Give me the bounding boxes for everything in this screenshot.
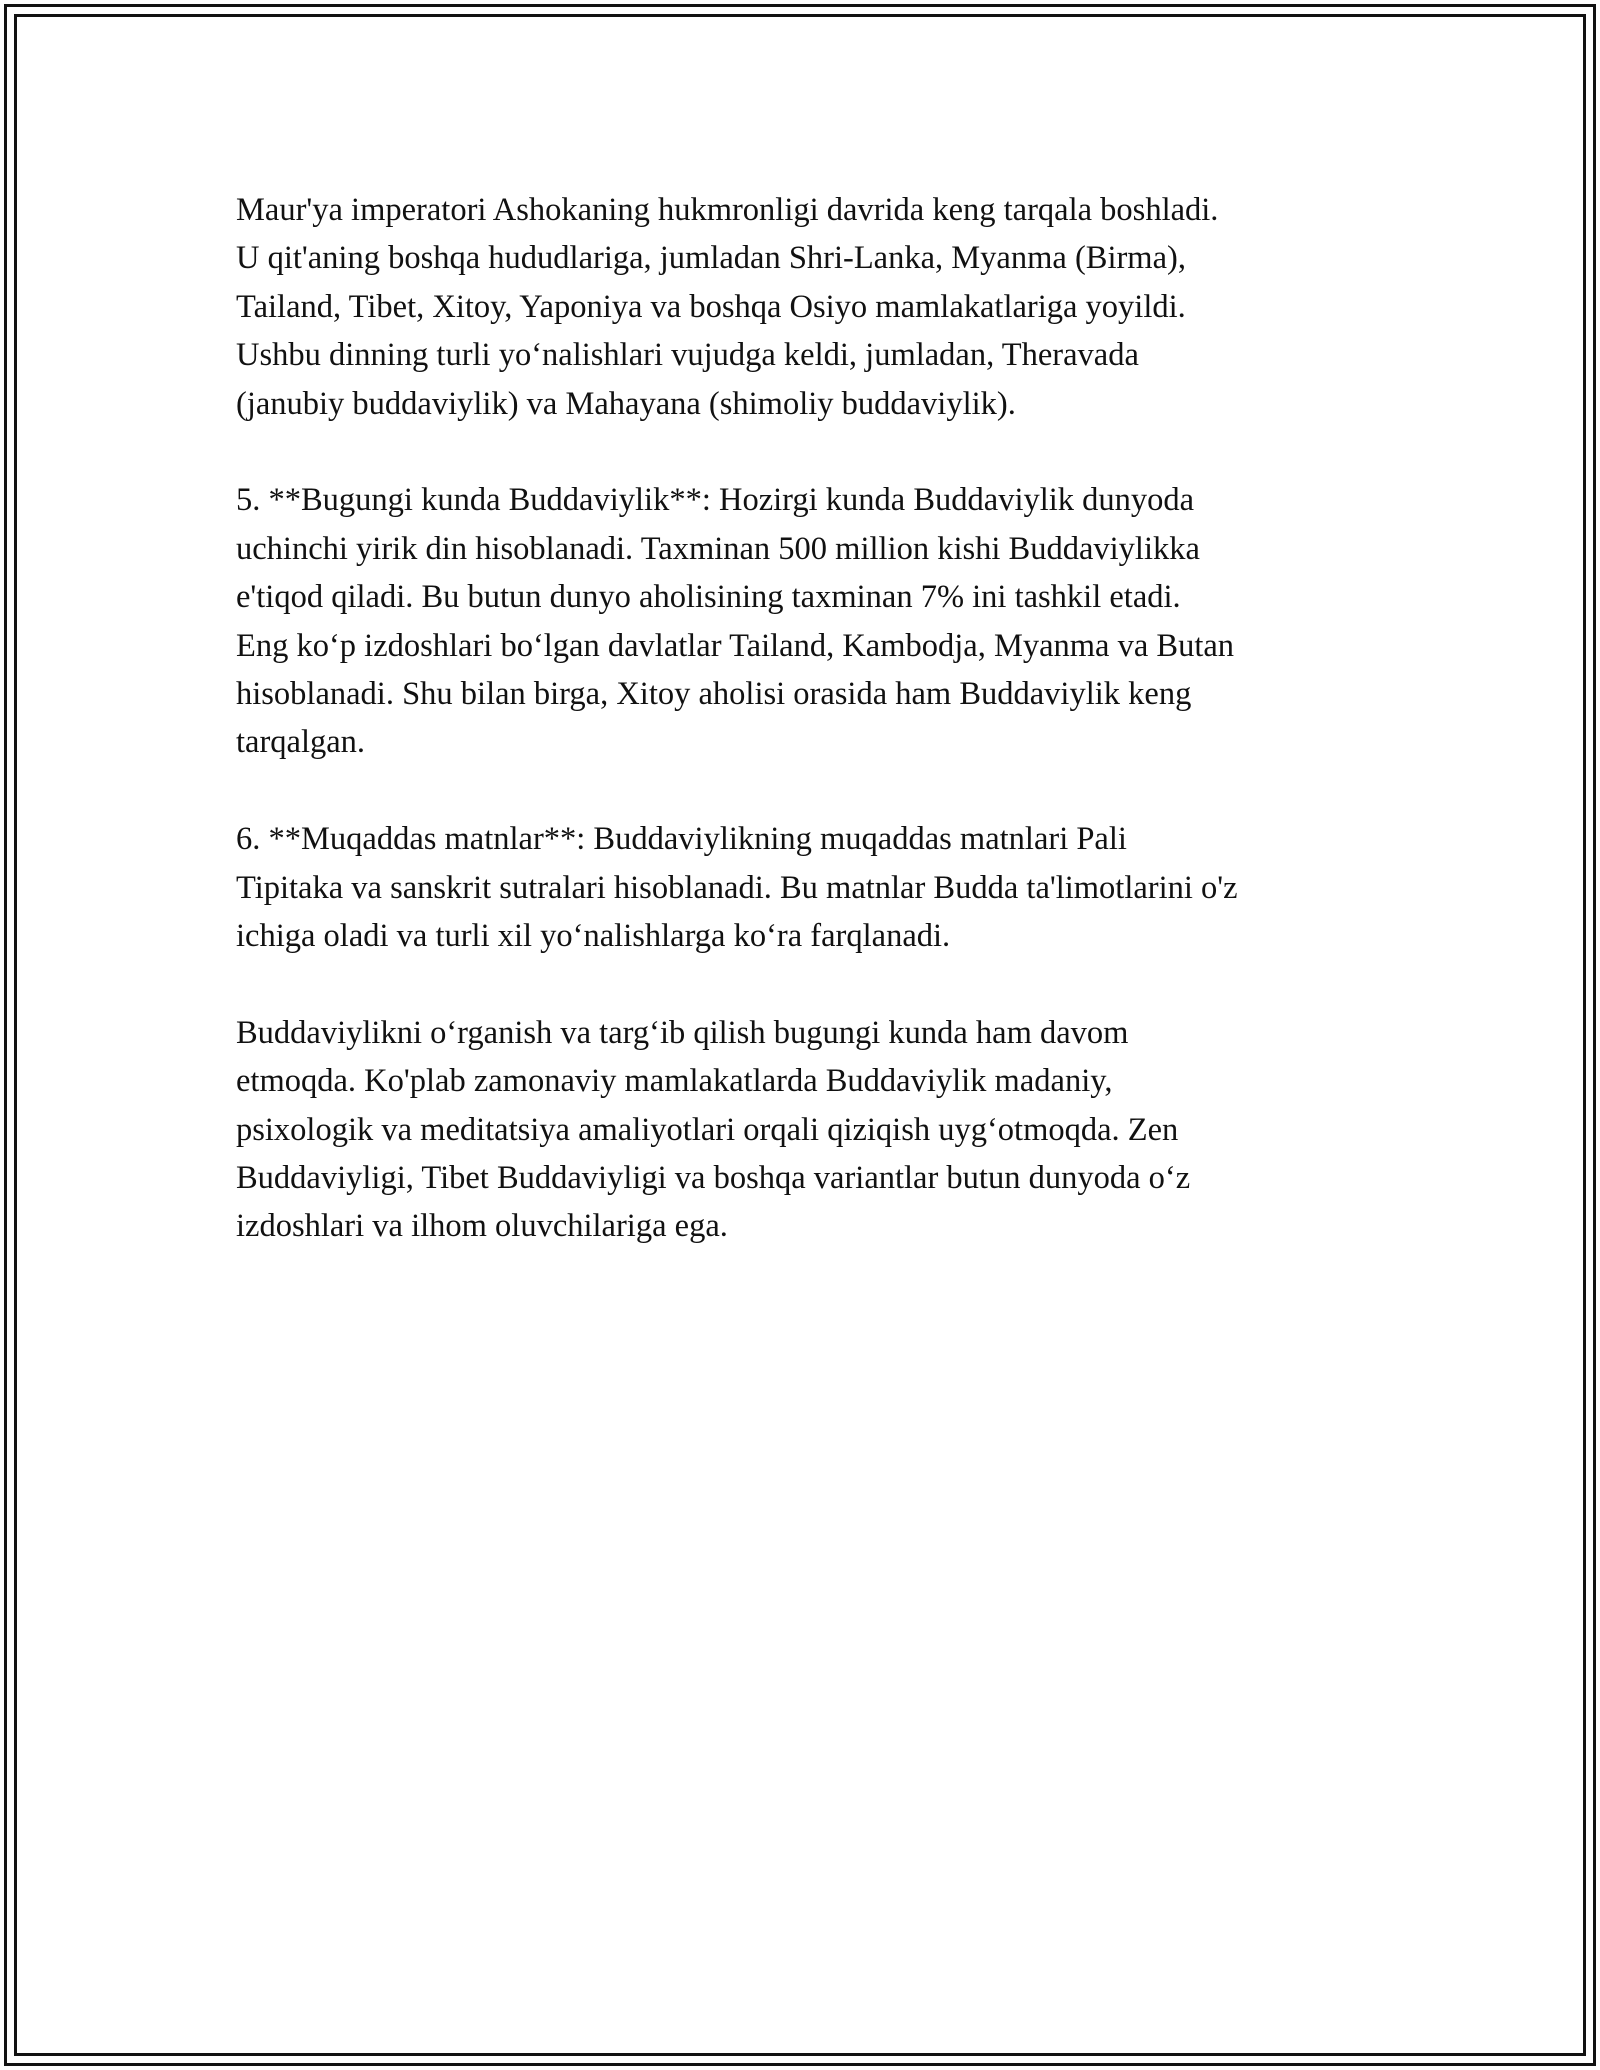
paragraph-sacred-texts [236, 815, 1386, 960]
text-line: hisoblanadi. Shu bilan birga, Xitoy aholisi orasida ham Buddaviylik keng [236, 676, 1192, 713]
text-line: Buddaviyligi, Tibet Buddaviyligi va boshqa variantlar butun dunyoda o‘z [236, 1160, 1191, 1197]
text-line: e'tiqod qiladi. Bu butun dunyo aholisining taxminan 7% ini tashkil etadi. [236, 579, 1181, 616]
text-line: etmoqda. Ko'plab zamonaviy mamlakatlarda Buddaviylik madaniy, [236, 1063, 1113, 1100]
text-line: ichiga oladi va turli xil yo‘nalishlarga ko‘ra farqlanadi. [236, 918, 951, 955]
text-line: Maur'ya imperatori Ashokaning hukmronligi davrida keng tarqala boshladi. [236, 192, 1219, 228]
text-line: U qit'aning boshqa hududlariga, jumladan Shri-Lanka, Myanma (Birma), [236, 240, 1186, 277]
text-line: Ushbu dinning turli yo‘nalishlari vujudga keldi, jumladan, Theravada [236, 337, 1139, 374]
text-line: izdoshlari va ilhom oluvchilariga ega. [236, 1208, 728, 1245]
paragraph-spread-of-buddhism [236, 186, 1386, 428]
paragraph-buddhism-today [236, 476, 1386, 766]
text-line: (janubiy buddaviylik) va Mahayana (shimoliy buddaviylik). [236, 385, 1016, 422]
text-line: 5. **Bugungi kunda Buddaviylik**: Hozirgi kunda Buddaviylik dunyoda [236, 482, 1195, 519]
text-line: Buddaviylikni o‘rganish va targ‘ib qilish bugungi kunda ham davom [236, 1014, 1129, 1051]
text-line: Tipitaka va sanskrit sutralari hisoblanadi. Bu matnlar Budda ta'limotlarini o'z [236, 869, 1238, 906]
paragraph-conclusion [236, 1009, 1386, 1251]
text-line: Tailand, Tibet, Xitoy, Yaponiya va boshqa Osiyo mamlakatlariga yoyildi. [236, 288, 1186, 325]
text-line: uchinchi yirik din hisoblanadi. Taxminan 500 million kishi Buddaviylikka [236, 530, 1200, 567]
text-line: tarqalgan. [236, 724, 366, 761]
document-body [236, 186, 1386, 1251]
text-line: psixologik va meditatsiya amaliyotlari orqali qiziqish uyg‘otmoqda. Zen [236, 1111, 1179, 1148]
text-line: Eng ko‘p izdoshlari bo‘lgan davlatlar Tailand, Kambodja, Myanma va Butan [236, 627, 1235, 664]
text-line: 6. **Muqaddas matnlar**: Buddaviylikning muqaddas matnlari Pali [236, 821, 1127, 858]
